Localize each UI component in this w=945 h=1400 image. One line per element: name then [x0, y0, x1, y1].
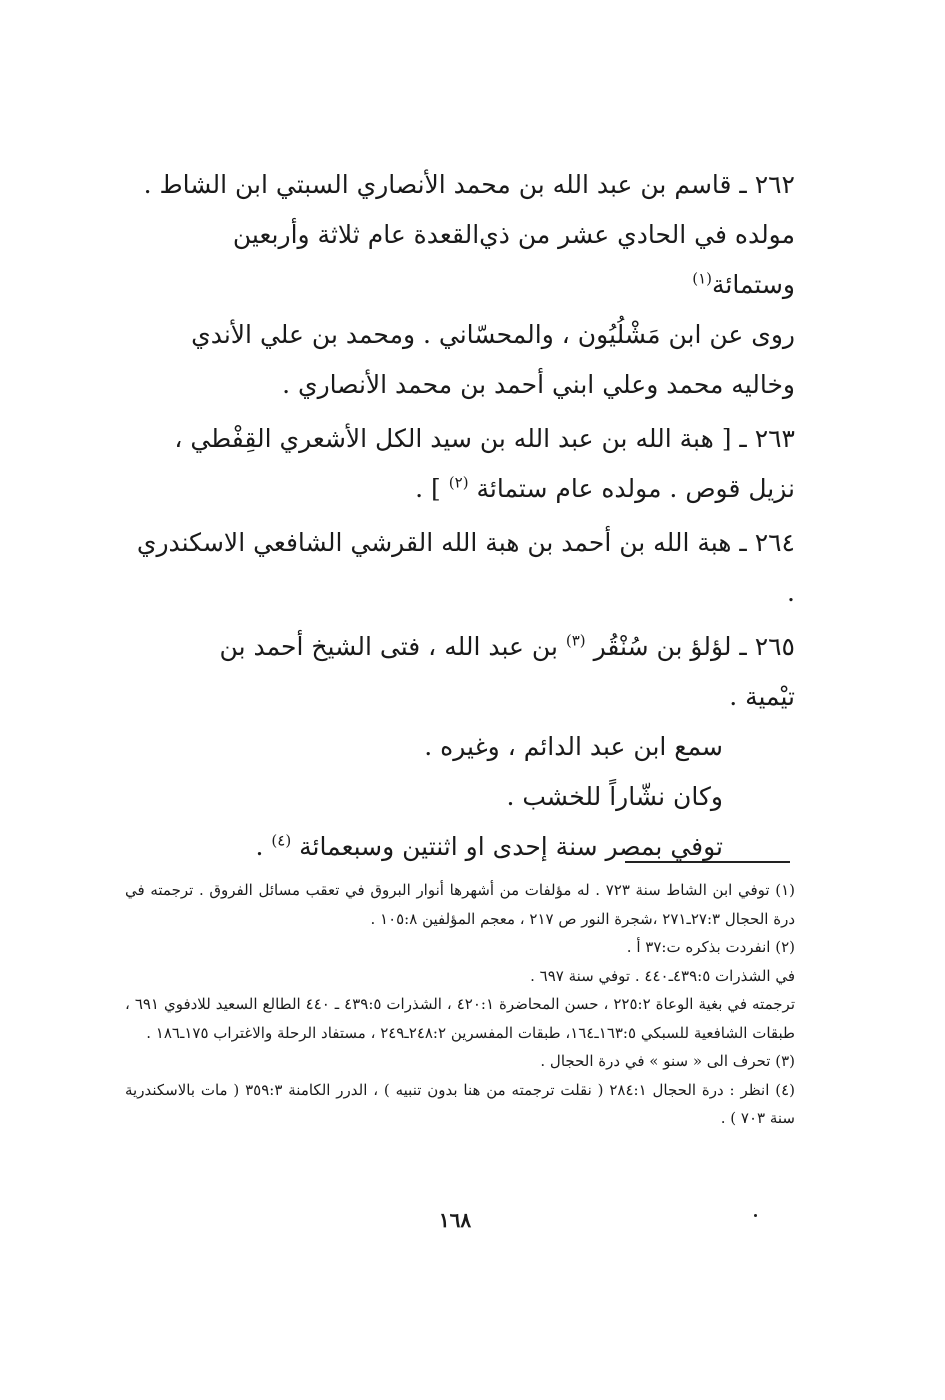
entry-262-teachers-cont: وخاليه محمد وعلي ابني أحمد بن محمد الأنصاري .	[282, 370, 795, 399]
entry-263	[125, 414, 795, 514]
entry-264	[125, 518, 795, 618]
entry-264-heading: ٢٦٤ ـ هبة الله بن أحمد بن هبة الله القرشي الشافعي الاسكندري .	[136, 528, 795, 607]
footnotes	[125, 876, 795, 1133]
footnote-ref-2: (٢)	[448, 473, 469, 492]
footnote-2-refs: ترجمته في بغية الوعاة ٢٢٥:٢ ، حسن المحاضرة ٤٢٠:١ ، الشذرات ٤٣٩:٥ ـ ٤٤٠ الطالع السعيد للادفوي ٦٩١ ، طبقات الشافعية للسبكي ١٦٣:٥ـ١٦٤، طبقات المفسرين ٢٤٨:٢ـ٢٤٩ ، مستفاد الرحلة والاغتراب ١٧٥ـ١٨٦ .	[125, 995, 796, 1042]
entry-263-heading: ٢٦٣ ـ [ هبة الله بن عبد الله بن سيد الكل الأشعري القِفْطي ،	[174, 424, 795, 453]
entry-263-cont: نزيل قوص . مولده عام ستمائة $^{(٢)}$ ] .	[415, 473, 795, 503]
footnote-2: (٢) انفردت بذكره ت:٣٧ أ .	[626, 938, 795, 956]
footnote-3: (٣) تحرف الى « سنو » في درة الحجال .	[540, 1052, 795, 1070]
footnote-ref-1: (١)	[692, 269, 712, 288]
entry-265-trade: وكان نشّاراً للخشب .	[506, 782, 723, 811]
entry-262-heading: ٢٦٢ ـ قاسم بن عبد الله بن محمد الأنصاري السبتي ابن الشاط .	[143, 170, 795, 199]
footnote-separator	[625, 861, 790, 863]
entry-265-heading: ٢٦٥ ـ لؤلؤ بن سُنْقُر $^{(٣)}$ بن عبد الله ، فتى الشيخ أحمد بن	[219, 631, 795, 661]
footnote-1: (١) توفي ابن الشاط سنة ٧٢٣ . له مؤلفات من أشهرها أنوار البروق في تعقب مسائل الفروق . ترجمته في درة الحجال ٢٧:٣ـ٢٧١ ،شجرة النور ص ٢١٧ ، معجم المؤلفين ١٠٥:٨ .	[125, 881, 795, 928]
main-text	[125, 160, 795, 876]
entry-265-heard: سمع ابن عبد الدائم ، وغيره .	[424, 732, 723, 761]
entry-262	[125, 160, 795, 410]
entry-265-death: توفي بمصر سنة إحدى او اثنتين وسبعمائة $^{(٤)}$ .	[255, 831, 723, 861]
footnote-4: (٤) انظر : درة الحجال ٢٨٤:١ ( نقلت ترجمته من هنا بدون تنبيه ) ، الدرر الكامنة ٣٥٩:٣ ( مات بالاسكندرية سنة ٧٠٣ ) .	[125, 1080, 795, 1127]
entry-265-cont: تيْمية .	[729, 682, 795, 711]
footnote-2-cont: في الشذرات ٤٣٩:٥ـ٤٤٠ . توفي سنة ٦٩٧ .	[530, 966, 795, 985]
footnote-ref-4: (٤)	[271, 831, 292, 850]
page-number: ١٦٨	[438, 1208, 472, 1232]
footnote-ref-3: (٣)	[565, 631, 586, 650]
entry-265	[125, 622, 795, 872]
entry-262-birth: مولده في الحادي عشر من ذي‌القعدة عام ثلاثة وأربعين وستمائة$^{(١)}$	[232, 220, 795, 299]
entry-262-teachers: روى عن ابن مَشْلُيُون ، والمحسّاني . ومحمد بن علي الأندي	[191, 320, 795, 349]
stray-dot-mark	[754, 1214, 757, 1217]
